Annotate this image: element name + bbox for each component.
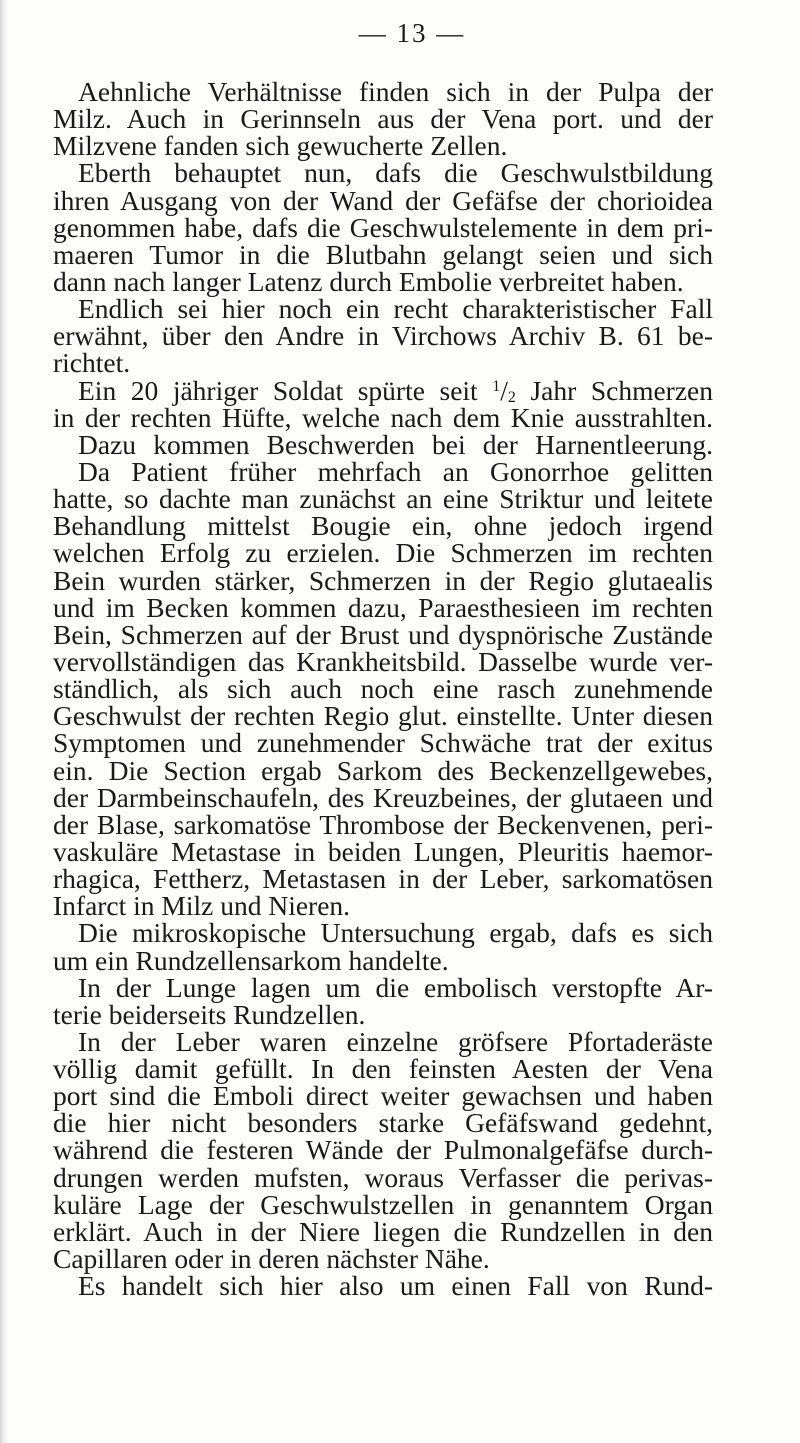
text-line: erklärt. Auch in der Niere liegen die Rundzellen in den [53,1215,713,1247]
text-line: in der rechten Hüfte, welche nach dem Knie ausstrahlten. [53,401,713,433]
text-line: Eberth behauptet nun, dafs die Geschwulstbildung [78,157,713,189]
text-line: Milz. Auch in Gerinnseln aus der Vena port. und der [53,103,713,135]
text-line: Aehnliche Verhältnisse finden sich in der Pulpa der [78,76,713,107]
text-line: völlig damit gefüllt. In den feinsten Aesten der Vena [53,1053,713,1085]
text-line: Es handelt sich hier also um einen Fall von Rund- [78,1270,713,1302]
text-segment: Ein 20 jähriger Soldat spürte seit [78,374,478,406]
text-line: erwähnt, über den Andre in Virchows Archiv B. 61 be- [53,320,713,352]
text-line-with-fraction: Ein 20 jähriger Soldat spürte seit $^1/_2$ Jahr Schmerzen [78,374,713,406]
text-line: rhagica, Fettherz, Metastasen in der Leber, sarkomatösen [53,863,713,895]
text-line: Dazu kommen Beschwerden bei der Harnentleerung. [78,428,713,460]
text-line: Die mikroskopische Untersuchung ergab, dafs es sich [78,917,713,949]
text-line: In der Lunge lagen um die embolisch verstopfte Ar- [78,971,713,1003]
text-line: Da Patient früher mehrfach an Gonorrhoe gelitten [78,455,713,487]
text-line: Milzvene fanden sich gewucherte Zellen. [53,130,508,162]
text-line: während die festeren Wände der Pulmonalgefäfse durch- [53,1134,713,1166]
text-line: terie beiderseits Rundzellen. [53,998,366,1030]
text-line: port sind die Emboli direct weiter gewachsen und haben [53,1080,713,1112]
body-text [53,76,713,1302]
text-line: maeren Tumor in die Blutbahn gelangt seien und sich [53,238,713,270]
text-line: und im Becken kommen dazu, Paraesthesieen im rechten [53,591,713,623]
text-line: Behandlung mittelst Bougie ein, ohne jedoch irgend [53,510,713,542]
text-line: dann nach langer Latenz durch Embolie verbreitet haben. [53,265,684,297]
text-line: Geschwulst der rechten Regio glut. einstellte. Unter diesen [53,700,713,732]
text-line: der Darmbeinschaufeln, des Kreuzbeines, der glutaeen und [53,781,713,813]
text-line: welchen Erfolg zu erzielen. Die Schmerzen im rechten [53,537,713,569]
text-line: ständlich, als sich auch noch eine rasch zunehmende [53,673,713,705]
text-line: um ein Rundzellensarkom handelte. [53,944,449,976]
text-line: ihren Ausgang von der Wand der Gefäfse der chorioidea [53,184,713,216]
text-line: die hier nicht besonders starke Gefäfswand gedehnt, [53,1107,713,1139]
text-line: genommen habe, dafs die Geschwulstelemente in dem pri- [53,211,713,243]
text-line: drungen werden mufsten, woraus Verfasser die perivas- [53,1161,713,1193]
fraction-denominator: 2 [507,388,516,406]
text-line: Infarct in Milz und Nieren. [53,890,351,922]
text-line: Endlich sei hier noch ein recht charakteristischer Fall [78,293,713,325]
text-line: ein. Die Section ergab Sarkom des Beckenzellgewebes, [53,754,713,786]
text-line: Bein wurden stärker, Schmerzen in der Regio glutaealis [53,564,713,596]
text-segment: Jahr Schmerzen [530,374,713,406]
text-line: der Blase, sarkomatöse Thrombose der Beckenvenen, peri- [53,808,713,840]
text-line: In der Leber waren einzelne gröfsere Pfortaderäste [78,1025,713,1057]
page-number: — 13 — [358,18,466,48]
text-line: Bein, Schmerzen auf der Brust und dyspnörische Zustände [53,618,713,650]
fraction-numerator: 1 [492,377,501,395]
text-line: kuläre Lage der Geschwulstzellen in genanntem Organ [53,1188,713,1220]
text-line: vervollständigen das Krankheitsbild. Dasselbe wurde ver- [53,645,713,677]
text-line: Capillaren oder in deren nächster Nähe. [53,1243,490,1275]
text-line: vaskuläre Metastase in beiden Lungen, Pleuritis haemor- [53,835,713,867]
text-line: Symptomen und zunehmender Schwäche trat der exitus [53,727,713,759]
text-line: hatte, so dachte man zunächst an eine Striktur und leitete [53,483,713,515]
page-gutter-edge [0,0,7,1443]
text-line: richtet. [53,347,131,379]
